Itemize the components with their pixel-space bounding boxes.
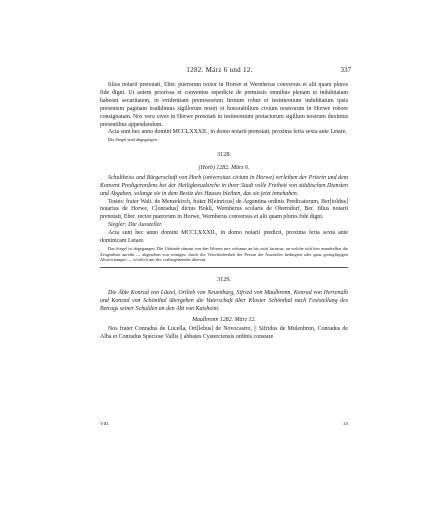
paragraph: Nos frater Conradus de Lucella, Ort[lebus] de Novocastro, || Sifridus de Mulenbrun, Conradus de Alba et Conradus Speciose Vallis || abbates Cysterciensis ordinis constare: [100, 326, 348, 341]
paragraph: Acta sunt hec anno domini MCCLXXXII., in domo notarii predicti, proxima feria sexta ante dominicam Letare.: [100, 230, 348, 245]
paragraph: filius notarii prenotati, Eber. puerorum rector in Horwe et Wernherus conversus et alii quam plures fide digni. Ut autem priorissa et conventus sepedicte de premissis omnibus plenam et indubitatam habeant securitatem, in evidentiam premissorum firmum robur et testimonium indubitatum ipsis presentem paginam tradidimus sigillorum nostri et honorabilium civium nostrorum in Horwe robore consignatam. Nos vero cives in Horwe prenotati in testimonium pretactorum sigillum nostrum duximus presentibus appendendum.: [100, 82, 348, 128]
header-title: 1282. März 6 und 12.: [186, 66, 253, 74]
divider: [100, 267, 348, 268]
footnote: Die Siegel sind abgegangen.: [108, 137, 158, 143]
paragraph: Testes: frater Walt. de Menzekirch, frater H[einricus] de Argentina ordinis Predicatorum, Ber[toldus] notarius de Horwe, C[onradus] dictus Bokli, Wernherus scolaris de Oberndorf, Ber. filius notarii prenotati, Eber. rector puerorum in Horwe, Wernherus conversus et alii quam plures fide digni.: [100, 198, 348, 221]
document-number: 3129.: [217, 275, 231, 283]
regest-summary: Schultheiss und Bürgerschaft von Horb (universitas civium in Horwe) verleihen der Priorin und dem Konvent Predigerordens bei der Heiligkreuzkirche in ihrer Stadt volle Freiheit von städtischen Diensten und Abgaben, solange sie in dem Besitz des Hauses bleiben, das sie jetzt innehaben.: [100, 174, 348, 197]
document-number: 3128.: [217, 150, 231, 158]
document-date: (Horb) 1282. März 6.: [198, 164, 250, 171]
regest-summary: Die Äbte Konrad von Lützel, Ortlieb von Neuenburg, Sifried von Maulbronn, Konrad von Herrenalb und Konrad von Schönthal übergeben die Vaterschaft über Kloster Schönthal nach Feststellung des Betrags seiner Schulden an den Abt von Kaisheim.: [100, 289, 348, 312]
signature-mark: VIII.: [100, 421, 110, 426]
page-number: 337: [340, 66, 351, 74]
running-header: [0, 66, 439, 78]
page-body: [100, 82, 348, 342]
sealer-line: Siegler: Die Aussteller.: [108, 222, 163, 229]
paragraph: Acta sunt hec anno domini MCCLXXXII., in domo notarii prenotati, proxima feria sexta ante Letare.: [108, 129, 347, 136]
footnote: Das Siegel ist abgegangen. Die Urkunde stimmt von den Worten nire volumus an bis voisi facimus, an welche sich hier unmittelbar die Zeugenliste anreiht — abgesehen von wenigen, durch die Verschiedenheit der Person der Aussteller bedingten oder ganz geringfügigen Abweichungen — wörtlich mit der vorhergehenden überein.: [100, 246, 348, 263]
document-date: Maulbronn 1282. März 12.: [192, 316, 256, 323]
sheet-number: 43: [343, 421, 348, 426]
